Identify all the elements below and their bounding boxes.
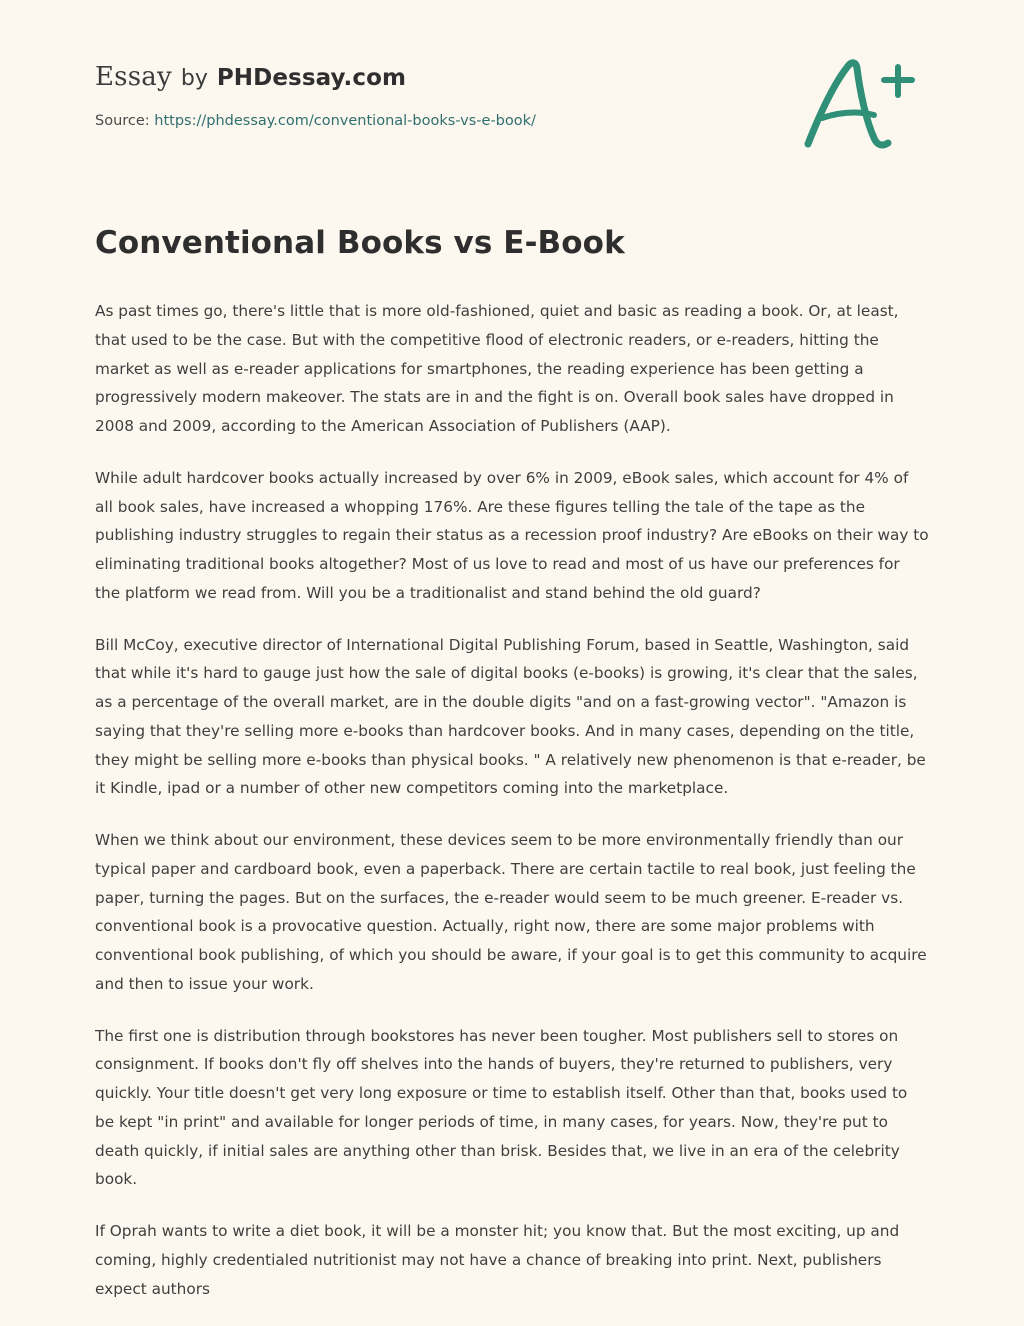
article-paragraph: As past times go, there's little that is more old-fashioned, quiet and basic as reading a book. Or, at least, that used to be the case. But with the competitive flood of electronic readers, or e-readers, hitting the market as well as e-reader applications for smartphones, the reading experience has been getting a progressively modern makeover. The stats are in and the fight is on. Overall book sales have dropped in 2008 and 2009, according to the American Association of Publishers (AAP). — [95, 302, 899, 435]
article-paragraph: When we think about our environment, these devices seem to be more environmentally friendly than our typical paper and cardboard book, even a paperback. There are certain tactile to real book, just feeling the paper, turning the pages. But on the surfaces, the e-reader would seem to be much greener. E-reader vs. conventional book is a provocative question. Actually, right now, there are some major problems with conventional book publishing, of which you should be aware, if your goal is to get this community to acquire and then to issue your work. — [95, 831, 927, 993]
article-paragraph: If Oprah wants to write a diet book, it will be a monster hit; you know that. But the most exciting, up and coming, highly credentialed nutritionist may not have a chance of breaking into print. Next, publishers expect authors — [95, 1222, 900, 1298]
brand-site-name: PHDessay.com — [216, 65, 407, 91]
article-paragraph: Bill McCoy, executive director of International Digital Publishing Forum, based in Seattle, Washington, said that while it's hard to gauge just how the sale of digital books (e-books) is growing, it's clear that the sales, as a percentage of the overall market, are in the double digits "and on a fast-growing vector". "Amazon is saying that they're selling more e-books than hardcover books. And in many cases, depending on the title, they might be selling more e-books than physical books. " A relatively new phenomenon is that e-reader, be it Kindle, ipad or a number of other new competitors coming into the marketplace. — [95, 635, 926, 798]
brand-by-label: by — [180, 66, 208, 91]
page-title: Conventional Books vs E-Book — [95, 225, 625, 261]
a-plus-logo-icon — [796, 58, 916, 150]
source-url-link[interactable]: https://phdessay.com/conventional-books-vs-e-book/ — [154, 113, 536, 129]
article-body — [95, 297, 929, 1303]
brand-essay-label: Essay — [95, 62, 172, 92]
source-label: Source: — [95, 113, 150, 129]
article-paragraph: While adult hardcover books actually increased by over 6% in 2009, eBook sales, which account for 4% of all book sales, have increased a whopping 176%. Are these figures telling the tale of the tape as the publishing industry struggles to regain their status as a recession proof industry? Are eBooks on their way to eliminating traditional books altogether? Most of us love to read and most of us have our preferences for the platform we read from. Will you be a traditionalist and stand behind the old guard? — [95, 468, 929, 602]
article-paragraph: The first one is distribution through bookstores has never been tougher. Most publishers sell to stores on consignment. If books don't fly off shelves into the hands of buyers, they're returned to publishers, very quickly. Your title doesn't get very long exposure or time to establish itself. Other than that, books used to be kept "in print" and available for longer periods of time, in many cases, for years. Now, they're put to death quickly, if initial sales are anything other than brisk. Besides that, we live in an era of the celebrity book. — [95, 1026, 908, 1189]
